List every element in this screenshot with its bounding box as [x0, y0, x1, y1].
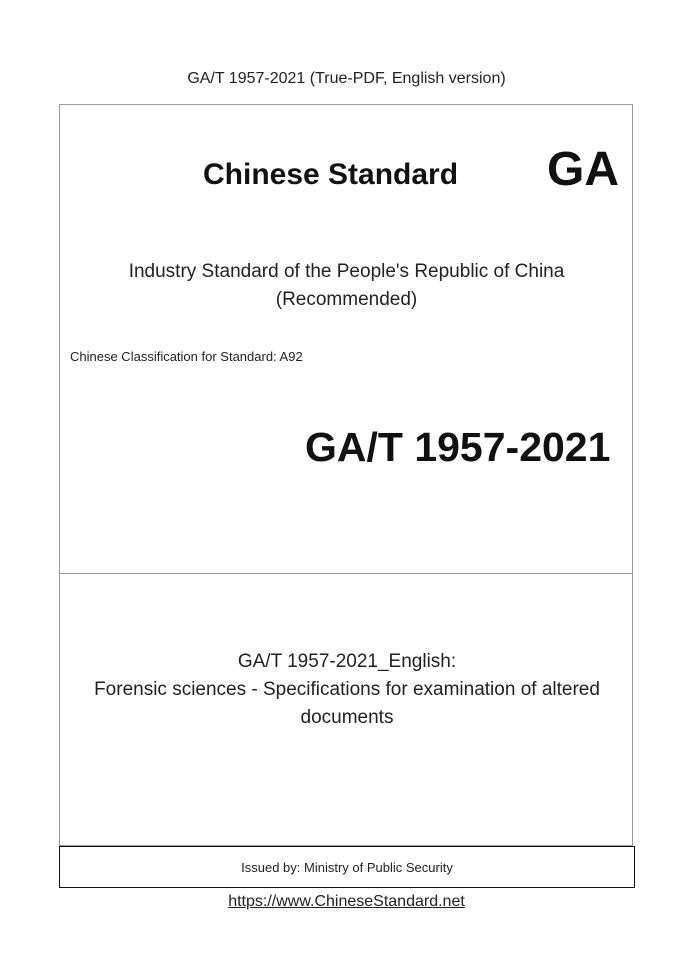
cover-title: Chinese Standard	[203, 158, 459, 191]
issued-by-box	[59, 846, 635, 888]
industry-line-1: Industry Standard of the People's Republic of China	[128, 261, 565, 282]
industry-line-2: (Recommended)	[275, 289, 418, 310]
english-title-line-1: GA/T 1957-2021_English:	[237, 651, 457, 672]
english-title-line-3: documents	[300, 707, 394, 728]
english-title-block	[59, 648, 635, 732]
issued-by-text: Issued by: Ministry of Public Security	[241, 859, 453, 875]
footer-link[interactable]: https://www.ChineseStandard.net	[228, 893, 465, 910]
classification-text: Chinese Classification for Standard: A92	[70, 349, 303, 364]
document-header-line: GA/T 1957-2021 (True-PDF, English version)	[187, 70, 506, 87]
english-title-line-2: Forensic sciences - Specifications for examination of altered	[94, 679, 600, 700]
standard-code-badge: GA	[547, 143, 619, 196]
industry-standard-text	[0, 258, 693, 314]
standard-number: GA/T 1957-2021	[305, 424, 611, 470]
